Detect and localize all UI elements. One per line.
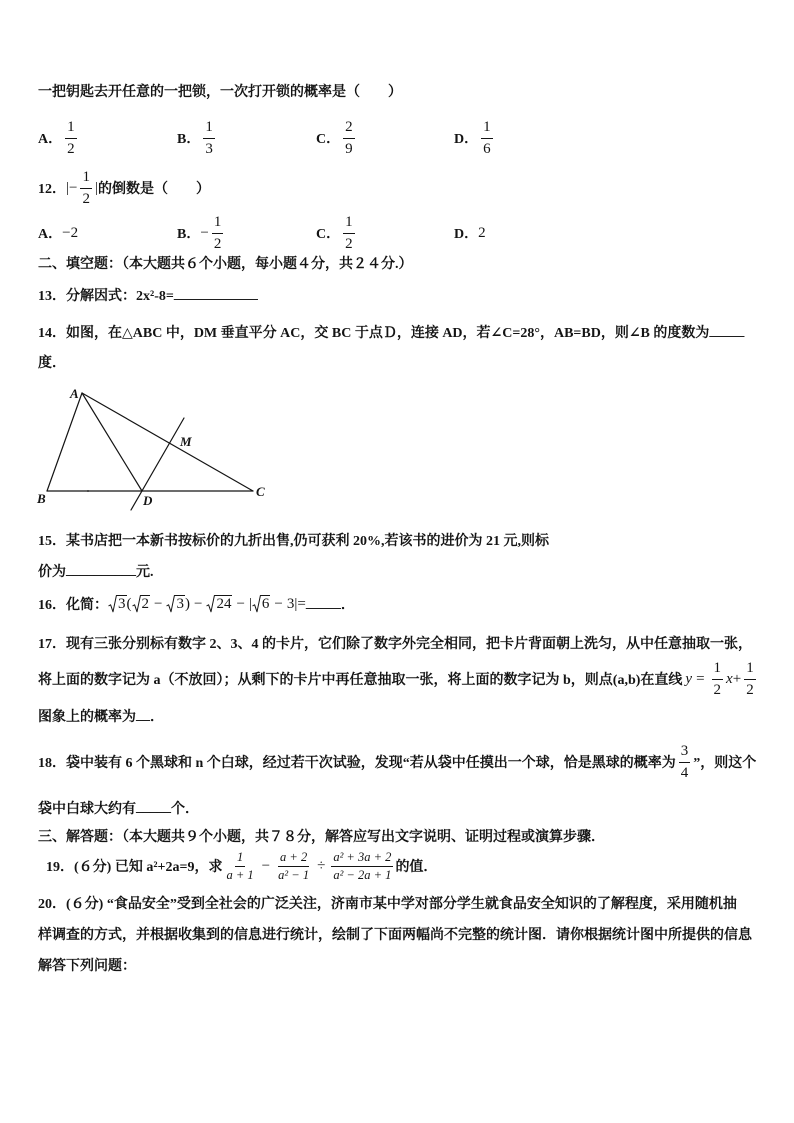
denominator: 2 xyxy=(345,235,353,252)
radicand: 24 xyxy=(216,596,232,612)
question-11-option-a xyxy=(38,116,80,160)
denominator: 4 xyxy=(680,764,689,781)
fraction xyxy=(276,849,311,884)
absolute-bar: | xyxy=(248,595,252,612)
radical-sign-icon xyxy=(132,595,141,613)
equals-sign: = xyxy=(297,595,306,612)
section-title: 二、填空题：（本大题共６个小题，每小题４分，共２４分.） xyxy=(38,257,413,272)
question-20-text: 20．(６分) “食品安全”受到全社会的广泛关注，济南市某中学对部分学生就食品安全知识的了解程度，采用随机抽 xyxy=(38,897,737,912)
minus-sign: − xyxy=(261,857,271,874)
question-12-text: 的倒数是（ ） xyxy=(97,182,210,197)
absolute-bar: | xyxy=(294,595,298,612)
question-16-text: 16．化简： xyxy=(38,598,108,613)
question-13-text: 13．分解因式：2x²-8= xyxy=(38,289,174,304)
option-label: D． xyxy=(454,227,479,242)
question-14-line-1 xyxy=(38,310,744,354)
numerator: 1 xyxy=(203,117,215,139)
denominator: 6 xyxy=(483,140,491,157)
answer-blank: _____ xyxy=(136,800,171,815)
question-12-option-d xyxy=(454,211,486,255)
option-label: B． xyxy=(177,132,201,147)
question-18-text: 个． xyxy=(171,802,199,817)
numerator: a² + 3a + 2 xyxy=(331,849,393,867)
question-18-line-1 xyxy=(38,740,756,784)
absolute-open: |− xyxy=(66,179,78,196)
question-20-text: 样调查的方式，并根据收集到的信息进行统计，绘制了下面两幅尚不完整的统计图．请你根据统计图中所提供的信息 xyxy=(38,928,752,943)
fraction xyxy=(331,849,393,884)
denominator: 2 xyxy=(67,140,75,157)
period: ． xyxy=(340,598,355,613)
open-paren: ( xyxy=(126,595,132,612)
denominator: 2 xyxy=(713,681,722,698)
radicand: 3 xyxy=(176,596,184,612)
question-19-text: 19．(６分) 已知 a²+2a=9，求 xyxy=(46,860,223,875)
question-14-text: 14．如图，在△ABC 中，DM 垂直平分 AC，交 BC 于点Ｄ，连接 AD，若∠C=28°，AB=BD，则∠B 的度数为 xyxy=(38,326,710,341)
numerator: 1 xyxy=(80,167,92,189)
question-18-text: 袋中白球大约有 xyxy=(38,802,136,817)
question-17-text: 17．现有三张分别标有数字 2、3、4 的卡片，它们除了数字外完全相同，把卡片背面朝上洗匀，从中任意抽取一张， xyxy=(38,637,752,652)
question-18-text: 18．袋中装有 6 个黑球和 n 个白球，经过若干次试验，发现“若从袋中任摸出一个球，恰是黑球的概率为 xyxy=(38,756,676,771)
variable-y: y xyxy=(685,670,693,687)
fraction xyxy=(224,849,255,884)
answer-blank: __ xyxy=(136,708,150,723)
triangle-figure xyxy=(0,380,300,520)
numerator: 1 xyxy=(212,212,224,234)
label-a: A xyxy=(70,386,79,401)
square-root xyxy=(206,595,232,613)
option-value: −2 xyxy=(62,224,79,241)
numerator: 3 xyxy=(679,741,691,763)
radical-sign-icon xyxy=(108,595,117,613)
question-20-text: 解答下列问题： xyxy=(38,959,136,974)
denominator: 3 xyxy=(205,140,213,157)
numerator: 1 xyxy=(65,117,77,139)
label-m: M xyxy=(180,434,192,449)
option-value: 2 xyxy=(478,224,486,241)
square-root xyxy=(252,595,271,613)
question-number: 12． xyxy=(38,182,66,197)
equals-sign: = xyxy=(696,670,705,687)
question-11-text: 一把钥匙去开任意的一把锁，一次打开锁的概率是（ ） xyxy=(38,85,402,100)
question-11-option-b xyxy=(177,116,218,160)
denominator: 2 xyxy=(82,190,90,207)
label-c: C xyxy=(256,484,265,499)
question-11-stem xyxy=(38,69,402,113)
option-label: B． xyxy=(177,227,201,242)
radicand: 6 xyxy=(261,596,270,612)
question-14-text-end: 度． xyxy=(38,356,66,371)
numerator: 2 xyxy=(343,117,355,139)
section-title: 三、解答题：（本大题共９个小题，共７８分，解答应写出文字说明、证明过程或演算步骤． xyxy=(38,830,605,845)
tick-mark xyxy=(87,490,89,492)
numerator: 1 xyxy=(744,658,756,680)
option-label: C． xyxy=(316,227,341,242)
fraction xyxy=(744,658,756,701)
radicand: 3 xyxy=(118,596,126,612)
answer-blank: ____________ xyxy=(173,287,258,302)
minus-sign: − xyxy=(236,595,245,612)
question-17-line-3 xyxy=(38,694,164,738)
numerator: 1 xyxy=(235,849,245,867)
answer-blank: __________ xyxy=(66,563,136,578)
answer-blank: _____ xyxy=(305,596,341,611)
question-20-line-3 xyxy=(38,943,136,987)
question-11-option-c xyxy=(316,116,358,160)
minus-sign: − xyxy=(154,595,163,612)
answer-blank: _____ xyxy=(709,324,745,339)
fraction xyxy=(80,167,92,210)
radicand: 2 xyxy=(141,596,149,612)
question-11-option-d xyxy=(454,116,496,160)
option-label: C． xyxy=(316,132,341,147)
denominator: 2 xyxy=(213,235,222,252)
question-17-text: 图象上的概率为 xyxy=(38,710,136,725)
numerator: 1 xyxy=(343,212,355,234)
segment-ab xyxy=(47,393,82,491)
plus-sign: + xyxy=(732,670,742,687)
denominator: a² − 1 xyxy=(278,867,310,882)
radical-sign-icon xyxy=(206,595,215,613)
numerator: 1 xyxy=(712,658,724,680)
question-15-text-pre: 价为 xyxy=(38,565,66,580)
label-d: D xyxy=(143,493,153,508)
question-18-text: ”，则这个 xyxy=(693,756,757,771)
minus-sign: − xyxy=(200,224,209,241)
question-15-text: 15．某书店把一本新书按标价的九折出售,仍可获利 20%,若该书的进价为 21 元,则标 xyxy=(38,534,549,549)
fraction xyxy=(679,741,691,784)
absolute-close: | xyxy=(94,179,98,196)
question-16 xyxy=(38,582,355,626)
question-14-line-2 xyxy=(38,340,66,384)
square-root xyxy=(108,595,127,613)
radical-sign-icon xyxy=(252,595,261,613)
minus-sign: − xyxy=(193,595,203,612)
denominator: a + 1 xyxy=(226,867,254,882)
denominator: a² − 2a + 1 xyxy=(333,867,392,882)
segment-ad xyxy=(82,393,142,491)
question-12-stem xyxy=(38,166,210,210)
period: ． xyxy=(150,710,164,725)
segment-ac xyxy=(82,393,253,491)
variable-x: x xyxy=(726,670,733,687)
label-b: B xyxy=(37,491,46,506)
square-root xyxy=(166,595,185,613)
option-label: A． xyxy=(38,132,63,147)
divide-sign: ÷ xyxy=(317,857,326,874)
close-paren: ) xyxy=(184,595,190,612)
radical-sign-icon xyxy=(166,595,175,613)
numerator: 1 xyxy=(481,117,493,139)
denominator: 9 xyxy=(345,140,353,157)
fraction xyxy=(203,117,215,160)
line-dm-perpendicular-bisector xyxy=(131,418,184,510)
minus-sign: − xyxy=(274,595,283,612)
question-17-text: 将上面的数字记为 a（不放回）；从剩下的卡片中再任意抽取一张，将上面的数字记为 b，则点(a,b)在直线 xyxy=(38,673,683,688)
square-root xyxy=(132,595,151,613)
numerator: a + 2 xyxy=(278,849,309,867)
denominator: 2 xyxy=(746,681,754,698)
fraction xyxy=(712,658,724,701)
fraction xyxy=(65,117,77,160)
fraction xyxy=(481,117,493,160)
fraction xyxy=(343,117,355,160)
question-19-text-end: 的值． xyxy=(395,860,438,875)
constant: 3 xyxy=(286,595,295,612)
option-label: D． xyxy=(454,132,479,147)
option-label: A． xyxy=(38,227,63,242)
question-20-line-2 xyxy=(38,912,752,956)
question-15-text-post: 元. xyxy=(136,565,154,580)
